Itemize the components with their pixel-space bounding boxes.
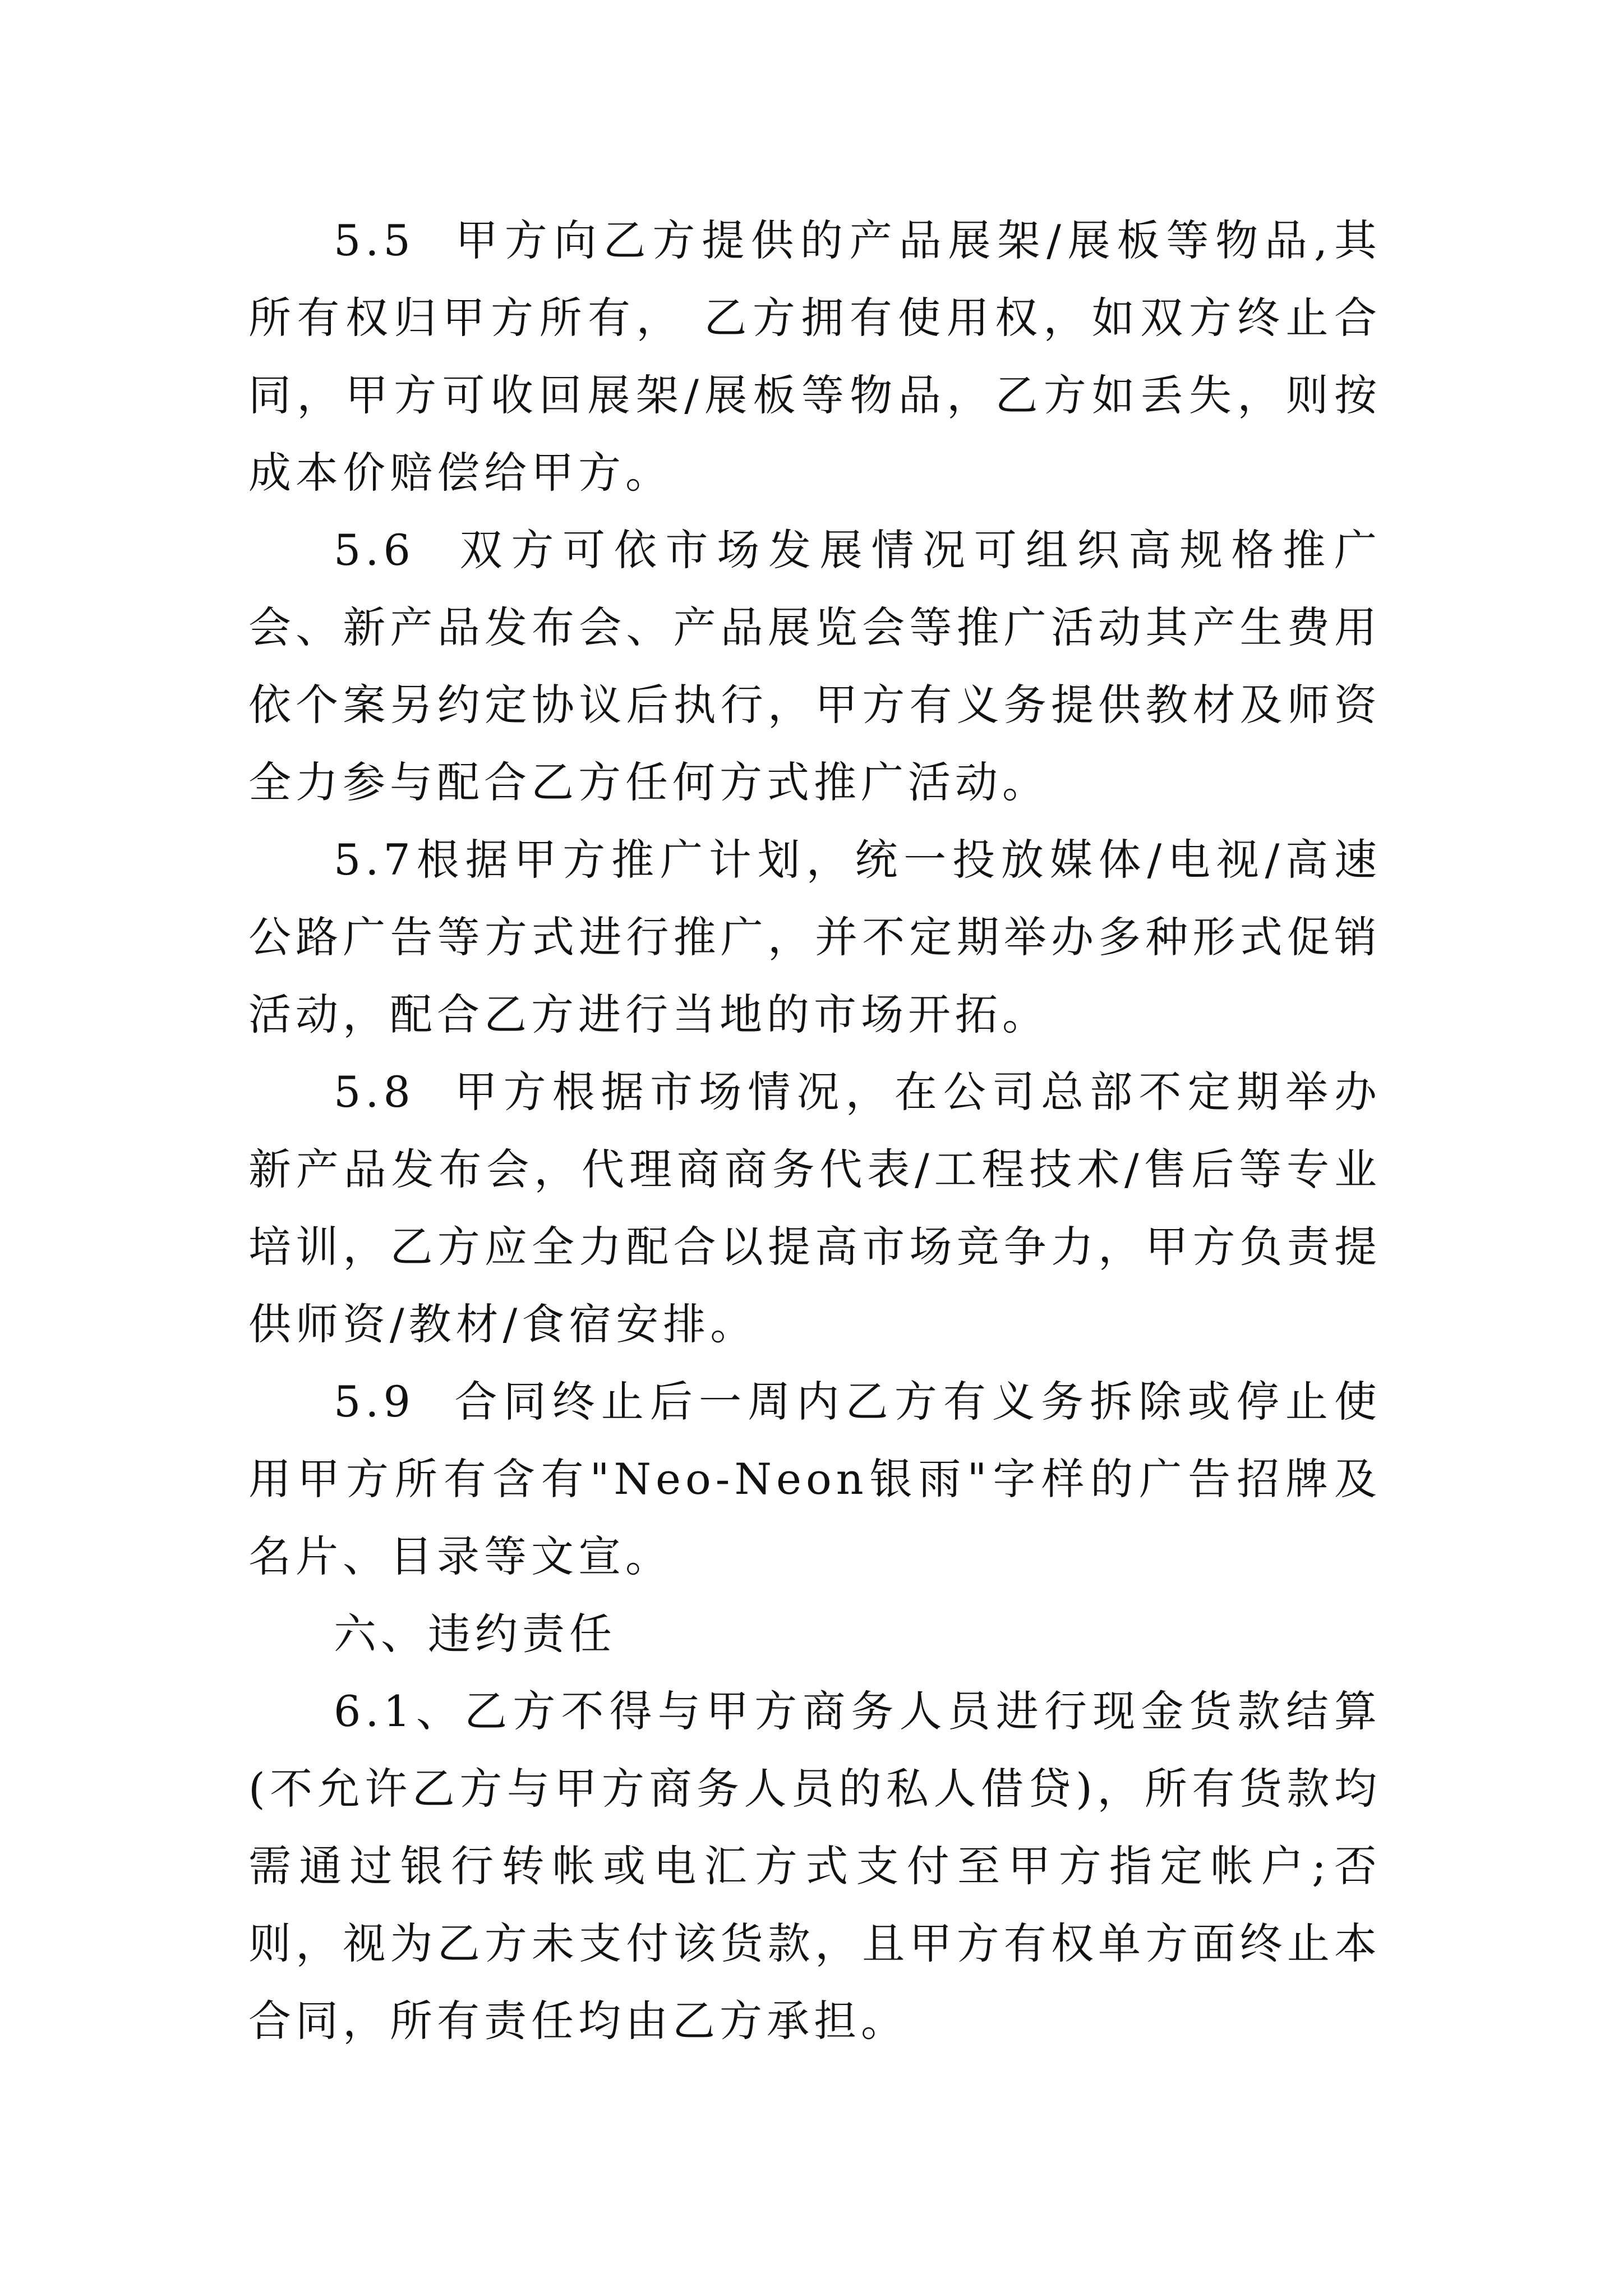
clause-5-7: 5.7根据甲方推广计划，统一投放媒体/电视/高速公路广告等方式进行推广，并不定期举办多种形式促销活动，配合乙方进行当地的市场开拓。 — [248, 835, 1381, 1039]
clause-5-6: 5.6 双方可依市场发展情况可组织高规格推广会、新产品发布会、产品展览会等推广活动其产生费用依个案另约定协议后执行，甲方有义务提供教材及师资全力参与配合乙方任何方式推广活动。 — [248, 525, 1381, 807]
document-body — [248, 202, 1381, 2060]
clause-5-5: 5.5 甲方向乙方提供的产品展架/展板等物品,其所有权归甲方所有， 乙方拥有使用权，如双方终止合同，甲方可收回展架/展板等物品，乙方如丢失，则按成本价赔偿给甲方。 — [248, 215, 1381, 498]
section-heading-breach-liability: 六、违约责任 — [334, 1609, 616, 1659]
clause-6-1: 6.1、乙方不得与甲方商务人员进行现金货款结算(不允许乙方与甲方商务人员的私人借贷)，所有货款均需通过银行转帐或电汇方式支付至甲方指定帐户;否则，视为乙方未支付该货款，且甲方有权单方面终止本合同，所有责任均由乙方承担。 — [248, 1686, 1381, 2046]
clause-5-9: 5.9 合同终止后一周内乙方有义务拆除或停止使用甲方所有含有"Neo-Neon银雨"字样的广告招牌及名片、目录等文宣。 — [248, 1377, 1381, 1581]
clause-5-8: 5.8 甲方根据市场情况，在公司总部不定期举办新产品发布会，代理商商务代表/工程技术/售后等专业培训，乙方应全力配合以提高市场竞争力，甲方负责提供师资/教材/食宿安排。 — [248, 1067, 1381, 1349]
